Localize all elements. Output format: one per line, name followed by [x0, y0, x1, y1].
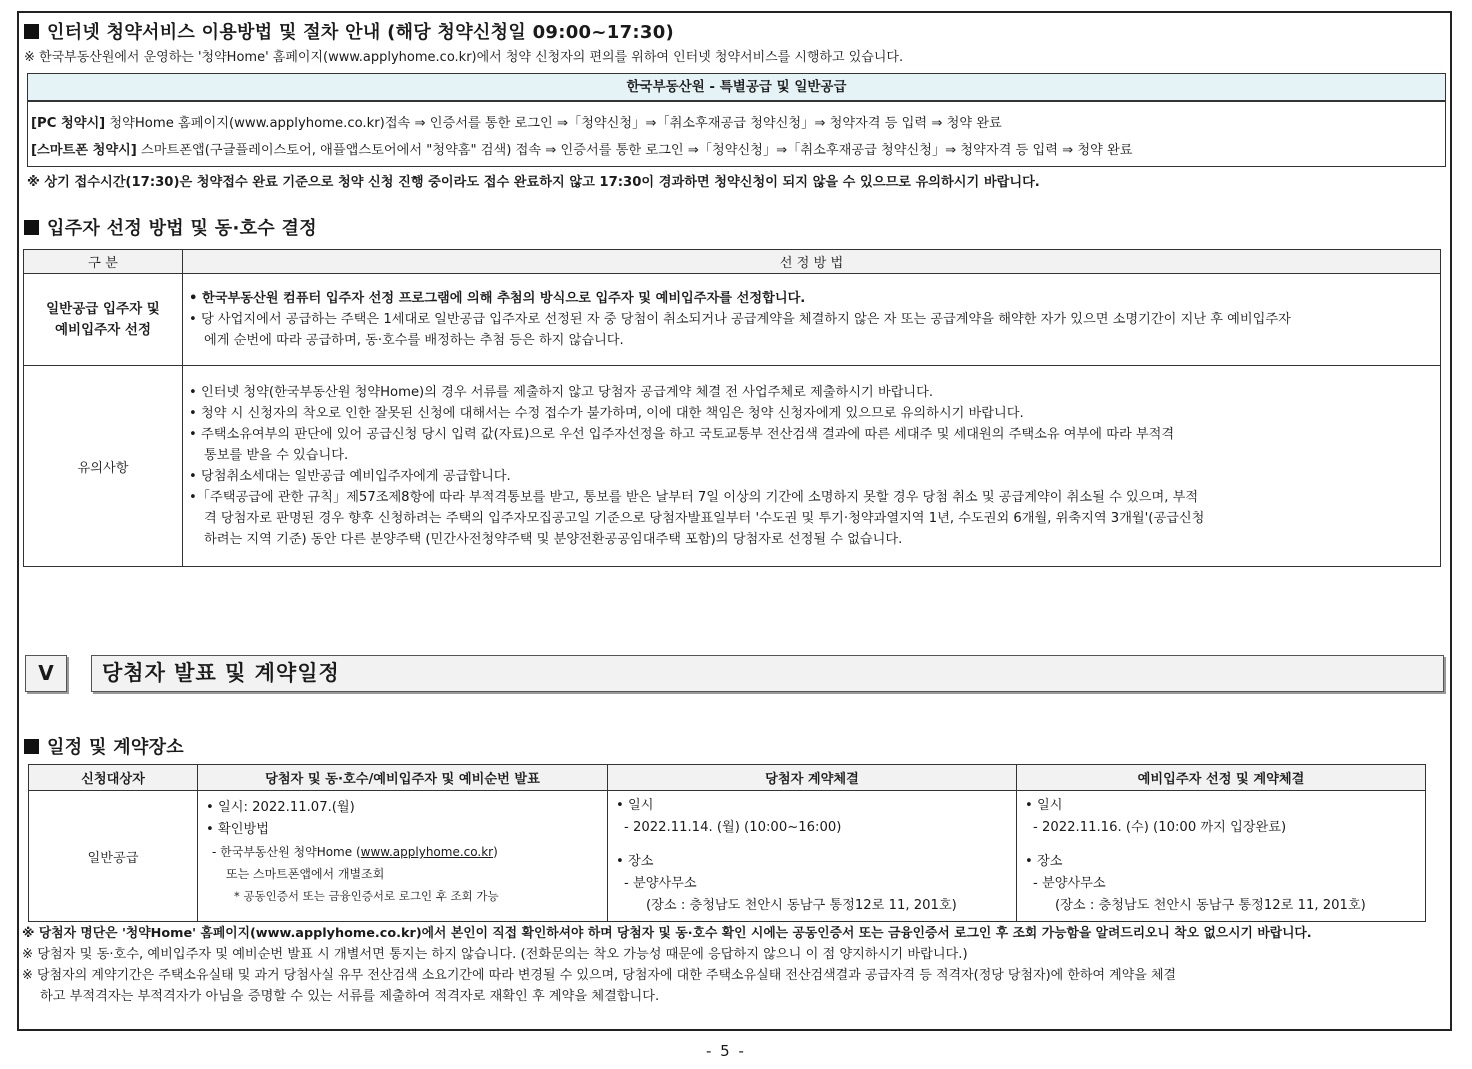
list-item: • 인터넷 청약(한국부동산원 청약Home)의 경우 서류를 제출하지 않고 당첨자 공급계약 체결 전 사업주체로 제출하시기 바랍니다. [189, 385, 934, 400]
mobile-label: [스마트폰 청약시] [31, 143, 137, 158]
list-item: • 한국부동산원 컴퓨터 입주자 선정 프로그램에 의해 추첨의 방식으로 입주자 및 예비입주자를 선정합니다. [189, 291, 806, 306]
contract-cell [608, 791, 1017, 922]
section3-title: 일정 및 계약장소 [47, 737, 184, 758]
table-row [29, 791, 1426, 922]
list-item: • 주택소유여부의 판단에 있어 공급신청 당시 입력 값(자료)으로 우선 입주자선정을 하고 국토교통부 전산검색 결과에 따른 세대주 및 세대원의 주택소유 여부에 따라 부적격 [189, 427, 1175, 442]
note-contract-period: ※ 당첨자의 계약기간은 주택소유실태 및 과거 당첨사실 유무 전산검색 소요기간에 따라 변경될 수 있으며, 당첨자에 대한 주택소유실태 전산검색결과 공급자격 등 적격자(정당 당첨자)에 한하여 계약을 체결 [22, 968, 1177, 983]
announce-prefix: - 한국부동산원 청약Home ( [212, 845, 361, 859]
square-bullet-icon [24, 220, 39, 235]
reserve-date: - 2022.11.16. (수) (10:00 까지 입장완료) [1033, 820, 1287, 835]
selection-header-category: 구 분 [24, 250, 183, 274]
schedule-header-applicant: 신청대상자 [29, 765, 198, 791]
row-label-line: 예비입주자 선정 [55, 321, 151, 338]
pc-text: 청약Home 홈페이지(www.applyhome.co.kr)접속 ⇒ 인증서를 통한 로그인 ⇒「청약신청」⇒「취소후재공급 청약신청」⇒ 청약자격 등 입력 ⇒ 청약 완료 [105, 116, 1002, 131]
table-row [24, 366, 1441, 567]
schedule-table [28, 764, 1426, 922]
schedule-header-contract: 당첨자 계약체결 [608, 765, 1017, 791]
section1-note: ※ 한국부동산원에서 운영하는 '청약Home' 홈페이지(www.applyhome.co.kr)에서 청약 신청자의 편의를 위하여 인터넷 청약서비스를 시행하고 있습니다. [24, 50, 904, 65]
reserve-place: - 분양사무소 [1033, 876, 1106, 891]
list-item: • 당첨취소세대는 일반공급 예비입주자에게 공급합니다. [189, 469, 511, 484]
contract-date-label: • 일시 [616, 798, 654, 813]
schedule-row-label: 일반공급 [29, 791, 198, 922]
schedule-header-announcement: 당첨자 및 동·호수/예비입주자 및 예비순번 발표 [198, 765, 608, 791]
square-bullet-icon [24, 24, 39, 39]
list-item-continuation: 통보를 받을 수 있습니다. [204, 448, 349, 463]
pc-label: [PC 청약시] [31, 116, 106, 131]
section2-title: 입주자 선정 방법 및 동·호수 결정 [47, 218, 317, 239]
row-content-general-supply [183, 274, 1441, 366]
page-number: - 5 - [706, 1042, 746, 1060]
table-row [24, 274, 1441, 366]
announce-app-line: 또는 스마트폰앱에서 개별조회 [226, 867, 385, 881]
section2-heading [24, 214, 317, 240]
contract-place: - 분양사무소 [624, 876, 697, 891]
announce-method: • 확인방법 [206, 822, 269, 837]
announce-site-line [206, 841, 599, 863]
section1-title: 인터넷 청약서비스 이용방법 및 절차 안내 (해당 청약신청일 09:00~17:30) [47, 22, 675, 43]
contract-address: (장소 : 충청남도 천안시 동남구 통정12로 11, 201호) [646, 898, 957, 913]
row-label-line: 일반공급 입주자 및 [46, 300, 160, 317]
list-item-continuation: 하려는 지역 기준) 동안 다른 분양주택 (민간사전청약주택 및 분양전환공공임대주택 포함)의 당첨자로 선정될 수 없습니다. [204, 532, 903, 547]
contract-date: - 2022.11.14. (월) (10:00~16:00) [624, 820, 842, 835]
row-label-general-supply [24, 274, 183, 366]
announce-date: • 일시: 2022.11.07.(월) [206, 800, 355, 815]
schedule-header-reserve: 예비입주자 선정 및 계약체결 [1017, 765, 1426, 791]
reserve-place-label: • 장소 [1025, 854, 1063, 869]
note-result-check: ※ 당첨자 명단은 '청약Home' 홈페이지(www.applyhome.co.kr)에서 본인이 직접 확인하셔야 하며 당첨자 및 동·호수 확인 시에는 공동인증서 또는 금융인증서 로그인 후 조회 가능함을 알려드리오니 착오 없으시기 바랍니다. [22, 926, 1312, 941]
announce-suffix: ) [493, 845, 498, 859]
note-no-written-notice: ※ 당첨자 및 동·호수, 예비입주자 및 예비순번 발표 시 개별서면 통지는 하지 않습니다. (전화문의는 착오 가능성 때문에 응답하지 않으니 이 점 양지하시기 바랍니다.) [22, 947, 968, 962]
service-box-title: 한국부동산원 - 특별공급 및 일반공급 [27, 73, 1446, 101]
announcement-cell [198, 791, 608, 922]
section3-heading [24, 733, 184, 759]
mobile-text: 스마트폰앱(구글플레이스토어, 애플앱스토어에서 "청약홈" 검색) 접속 ⇒ 인증서를 통한 로그인 ⇒「청약신청」⇒「취소후재공급 청약신청」⇒ 청약자격 등 입력 ⇒ 청약 완료 [136, 143, 1133, 158]
chapter-number: V [25, 655, 67, 692]
row-content-notice [183, 366, 1441, 567]
section1-warning: ※ 상기 접수시간(17:30)은 청약접수 완료 기준으로 청약 신청 진행 중이라도 접수 완료하지 않고 17:30이 경과하면 청약신청이 되지 않을 수 있으므로 유의하시기 바랍니다. [27, 175, 1040, 190]
contract-place-label: • 장소 [616, 854, 654, 869]
selection-table [23, 249, 1441, 567]
list-item: • 청약 시 신청자의 착오로 인한 잘못된 신청에 대해서는 수정 접수가 불가하며, 이에 대한 책임은 청약 신청자에게 있으므로 유의하시기 바랍니다. [189, 406, 1024, 421]
chapter-title: 당첨자 발표 및 계약일정 [91, 655, 1444, 692]
list-item-continuation: 에게 순번에 따라 공급하며, 동·호수를 배정하는 추첨 등은 하지 않습니다. [204, 333, 624, 348]
reserve-cell [1017, 791, 1426, 922]
list-item: •「주택공급에 관한 규칙」제57조제8항에 따라 부적격통보를 받고, 통보를 받은 날부터 7일 이상의 기간에 소명하지 못할 경우 당첨 취소 및 공급계약이 취소될 수 있으며, 부적 [189, 490, 1199, 505]
note-contract-period-cont: 하고 부적격자는 부적격자가 아님을 증명할 수 있는 서류를 제출하여 적격자로 재확인 후 계약을 체결합니다. [40, 989, 660, 1004]
pc-method-line [31, 112, 1002, 131]
applyhome-link[interactable]: www.applyhome.co.kr [360, 845, 494, 859]
square-bullet-icon [24, 739, 39, 754]
mobile-method-line [31, 139, 1133, 158]
row-label-notice: 유의사항 [24, 366, 183, 567]
announce-cert-note: * 공동인증서 또는 금융인증서로 로그인 후 조회 가능 [234, 889, 499, 903]
list-item-continuation: 격 당첨자로 판명된 경우 향후 신청하려는 주택의 입주자모집공고일 기준으로 당첨자발표일부터 '수도권 및 투기·청약과열지역 1년, 수도권외 6개월, 위축지역 3개월'(공급신청 [204, 511, 1205, 526]
service-box [27, 101, 1446, 167]
reserve-date-label: • 일시 [1025, 798, 1063, 813]
selection-header-method: 선 정 방 법 [183, 250, 1441, 274]
section1-heading [24, 18, 674, 44]
list-item: • 당 사업지에서 공급하는 주택은 1세대로 일반공급 입주자로 선정된 자 중 당첨이 취소되거나 공급계약을 체결하지 않은 자 또는 공급계약을 해약한 자가 있으면 소명기간이 지난 후 예비입주자 [189, 312, 1291, 327]
reserve-address: (장소 : 충청남도 천안시 동남구 통정12로 11, 201호) [1055, 898, 1366, 913]
